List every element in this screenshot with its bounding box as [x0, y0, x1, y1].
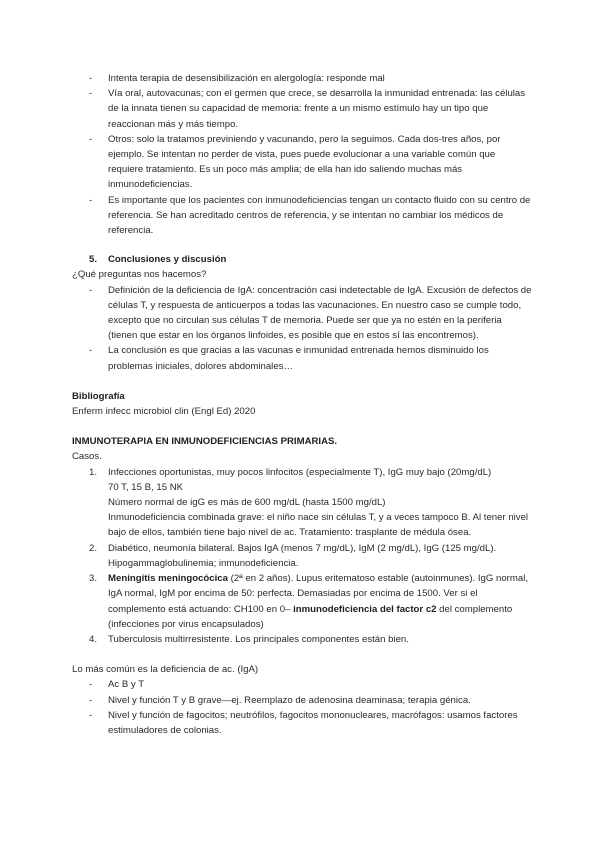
- case-item-2: [72, 541, 532, 571]
- case-line: 70 T, 15 B, 15 NK: [108, 481, 184, 493]
- case-text: Tuberculosis multirresistente. Los principales componentes están bien.: [108, 633, 409, 645]
- cases-list: [72, 465, 532, 647]
- common-deficiency-intro: Lo más común es la deficiencia de ac. (IgA): [72, 664, 259, 676]
- list-item: - Definición de la deficiencia de IgA: concentración casi indetectable de IgA. Excusión de defectos de células T, y respuesta de anticuerpos a todas las vacunaciones. En nuestro caso se cumple todo, excepto que no circulan sus células T de memoria. Puede ser que ya no estén en la periferia (tienen que estar en los órganos linfoides, es posible que en estos sí las encontremos).: [72, 283, 532, 344]
- section-title: Conclusiones y discusión: [108, 254, 227, 266]
- bibliography-entry: Enferm infecc microbiol clin (Engl Ed) 2020: [72, 406, 256, 418]
- conclusions-list: [72, 283, 532, 374]
- list-item: - Nivel y función de fagocitos; neutrófilos, fagocitos mononucleares, macrófagos: usamos factores estimuladores de colonias.: [72, 708, 532, 738]
- case-item-1: [72, 465, 532, 541]
- list-item: - Otros: solo la tratamos previniendo y vacunando, pero la seguimos. Cada dos-tres años, por ejemplo. Se intentan no perder de vista, pues puede evolucionar a una variable común que requiere tratamiento. Es un poco más amplia; de ella han ido saliendo muchas más inmunodeficiencias.: [72, 132, 532, 193]
- bibliography-heading: Bibliografía: [72, 390, 125, 402]
- section-number: 5.: [89, 254, 98, 266]
- case-line: Número normal de igG es más de 600 mg/dL (hasta 1500 mg/dL): [108, 497, 386, 509]
- case-text: (2ª en 2 años). Lupus eritematoso estable (autoinmunes). IgG normal, IgA normal, IgM por encima de 50: perfecta. Demasiadas por encima de 1500. Ver si el complemento está actuando: CH100 en 0–: [108, 573, 529, 615]
- case-item-4: [72, 632, 532, 647]
- section-title-immunotherapy: INMUNOTERAPIA EN INMUNODEFICIENCIAS PRIMARIAS.: [72, 436, 338, 448]
- case-bold-diagnosis: inmunodeficiencia del factor c2: [293, 603, 437, 615]
- document-content: [72, 71, 532, 738]
- list-item: - Es importante que los pacientes con inmunodeficiencias tengan un contacto fluido con su centro de referencia. Se han acreditado centros de referencia, y se intentan no cambiar los médicos de referencia.: [72, 193, 532, 239]
- list-item: - Nivel y función T y B grave—ej. Reemplazo de adenosina deaminasa; terapia génica.: [72, 693, 532, 708]
- case-line: Infecciones oportunistas, muy pocos linfocitos (especialmente T), IgG muy bajo (20mg/dL): [108, 466, 492, 478]
- list-item: - Vía oral, autovacunas; con el germen que crece, se desarrolla la inmunidad entrenada: las células de la innata tienen su capacidad de memoria: frente a un mismo estímulo hay un tipo que reaccionan más y más tiempo.: [72, 86, 532, 132]
- case-number: 1.: [89, 466, 98, 478]
- cases-label: Casos.: [72, 451, 102, 463]
- list-item: - Ac B y T: [72, 677, 532, 692]
- case-text: Diabético, neumonía bilateral. Bajos IgA (menos 7 mg/dL), IgM (2 mg/dL), IgG (125 mg/dL). Hipogammaglobulinemia; inmunodeficiencia.: [108, 542, 497, 569]
- case-bold-diagnosis: Meningitis meningocócica: [108, 573, 228, 585]
- common-deficiency-list: [72, 677, 532, 738]
- case-line: Inmunodeficiencia combinada grave: el niño nace sin células T, y a veces tampoco B. Al tener nivel bajo de ellos, también tiene bajo nivel de ac. Tratamiento: trasplante de médula ósea.: [108, 512, 529, 539]
- question-line: ¿Qué preguntas nos hacemos?: [72, 269, 207, 281]
- case-number: 2.: [89, 542, 98, 554]
- case-number: 3.: [89, 573, 98, 585]
- list-item: - Intenta terapia de desensibilización en alergología: responde mal: [72, 71, 532, 86]
- case-number: 4.: [89, 633, 98, 645]
- list-item: - La conclusión es que gracias a las vacunas e inmunidad entrenada hemos disminuido los problemas iniciales, dolores abdominales…: [72, 343, 532, 373]
- therapy-notes-list: [72, 71, 532, 238]
- section-5-heading: [72, 252, 532, 267]
- case-text: del complemento (infecciones por virus encapsulados): [108, 603, 513, 630]
- case-item-3: [72, 571, 532, 632]
